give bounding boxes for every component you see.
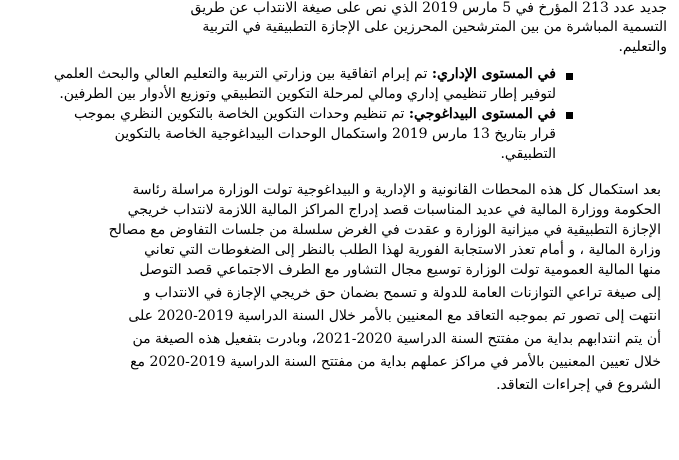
bullet-1-line-2: لتوفير إطار تنظيمي إداري ومالي لمرحلة التكوين التطبيقي وتوزيع الأدوار بين الطرفين.	[59, 86, 556, 102]
paragraph-line-4: وزارة المالية ، و أمام تعذر الاستجابة الفورية لهذا الطلب بالنظر إلى الضغوطات التي تعاني	[144, 242, 661, 258]
paragraph-line-3: الإجازة التطبيقية في ميزانية الوزارة و عقدت في الغرض سلسلة من جلسات التفاوض مع مصالح	[108, 222, 661, 238]
bullet-1-line-1	[0, 64, 679, 84]
paragraph-line-6: إلى صيغة تراعي التوازنات العامة للدولة و تسمح بضمان حق خريجي الإجازة في الانتداب و	[143, 285, 661, 301]
bullet-2-line-2: قرار بتاريخ 13 مارس 2019 واستكمال الوحدات البيداغوجية الخاصة بالتكوين	[114, 126, 556, 142]
bullet-2-line-3: التطبيقي.	[500, 146, 556, 162]
intro-line-3: والتعليم.	[618, 39, 667, 55]
paragraph-line-9: خلال تعيين المعنيين بالأمر في مراكز عملهم بداية من مفتتح السنة الدراسية 2019-2020 مع	[130, 354, 661, 370]
paragraph-line-5: منها المالية العمومية تولت الوزارة توسيع مجال التشاور مع الطرف الاجتماعي قصد التوصل	[139, 262, 661, 278]
paragraph-line-8: أن يتم انتدابهم بداية من مفتتح السنة الدراسية 2020-2021، وبادرت بتفعيل هذه الصيغة من	[132, 331, 661, 347]
bullet-2-line-1	[0, 104, 679, 124]
intro-line-1: جديد عدد 213 المؤرخ في 5 مارس 2019 الذي نص على صيغة الانتداب عن طريق	[190, 0, 667, 16]
bullet-2-heading: في المستوى البيداغوجي:	[408, 106, 556, 122]
paragraph-line-7: انتهت إلى تصور تم بموجبه التعاقد مع المعنيين بالأمر خلال السنة الدراسية 2019-2020 على	[128, 308, 661, 324]
bullet-1-heading: في المستوى الإداري:	[431, 66, 556, 82]
intro-line-2: التسمية المباشرة من بين المترشحين المحرزين على الإجازة التطبيقية في التربية	[202, 19, 667, 35]
paragraph-line-10: الشروع في إجراءات التعاقد.	[496, 377, 661, 393]
paragraph-line-1: بعد استكمال كل هذه المحطات القانونية و الإدارية و البيداغوجية تولت الوزارة مراسلة رئاسة	[132, 182, 661, 198]
bullet-1-text: تم إبرام اتفاقية بين وزارتي التربية والتعليم العالي والبحث العلمي	[53, 66, 428, 82]
paragraph-line-2: الحكومة ووزارة المالية في عديد المناسبات قصد إدراج المراكز المالية اللازمة لانتداب خريجي	[127, 202, 661, 218]
bullet-2-text: تم تنظيم وحدات التكوين الخاصة بالتكوين النظري بموجب	[73, 106, 405, 122]
